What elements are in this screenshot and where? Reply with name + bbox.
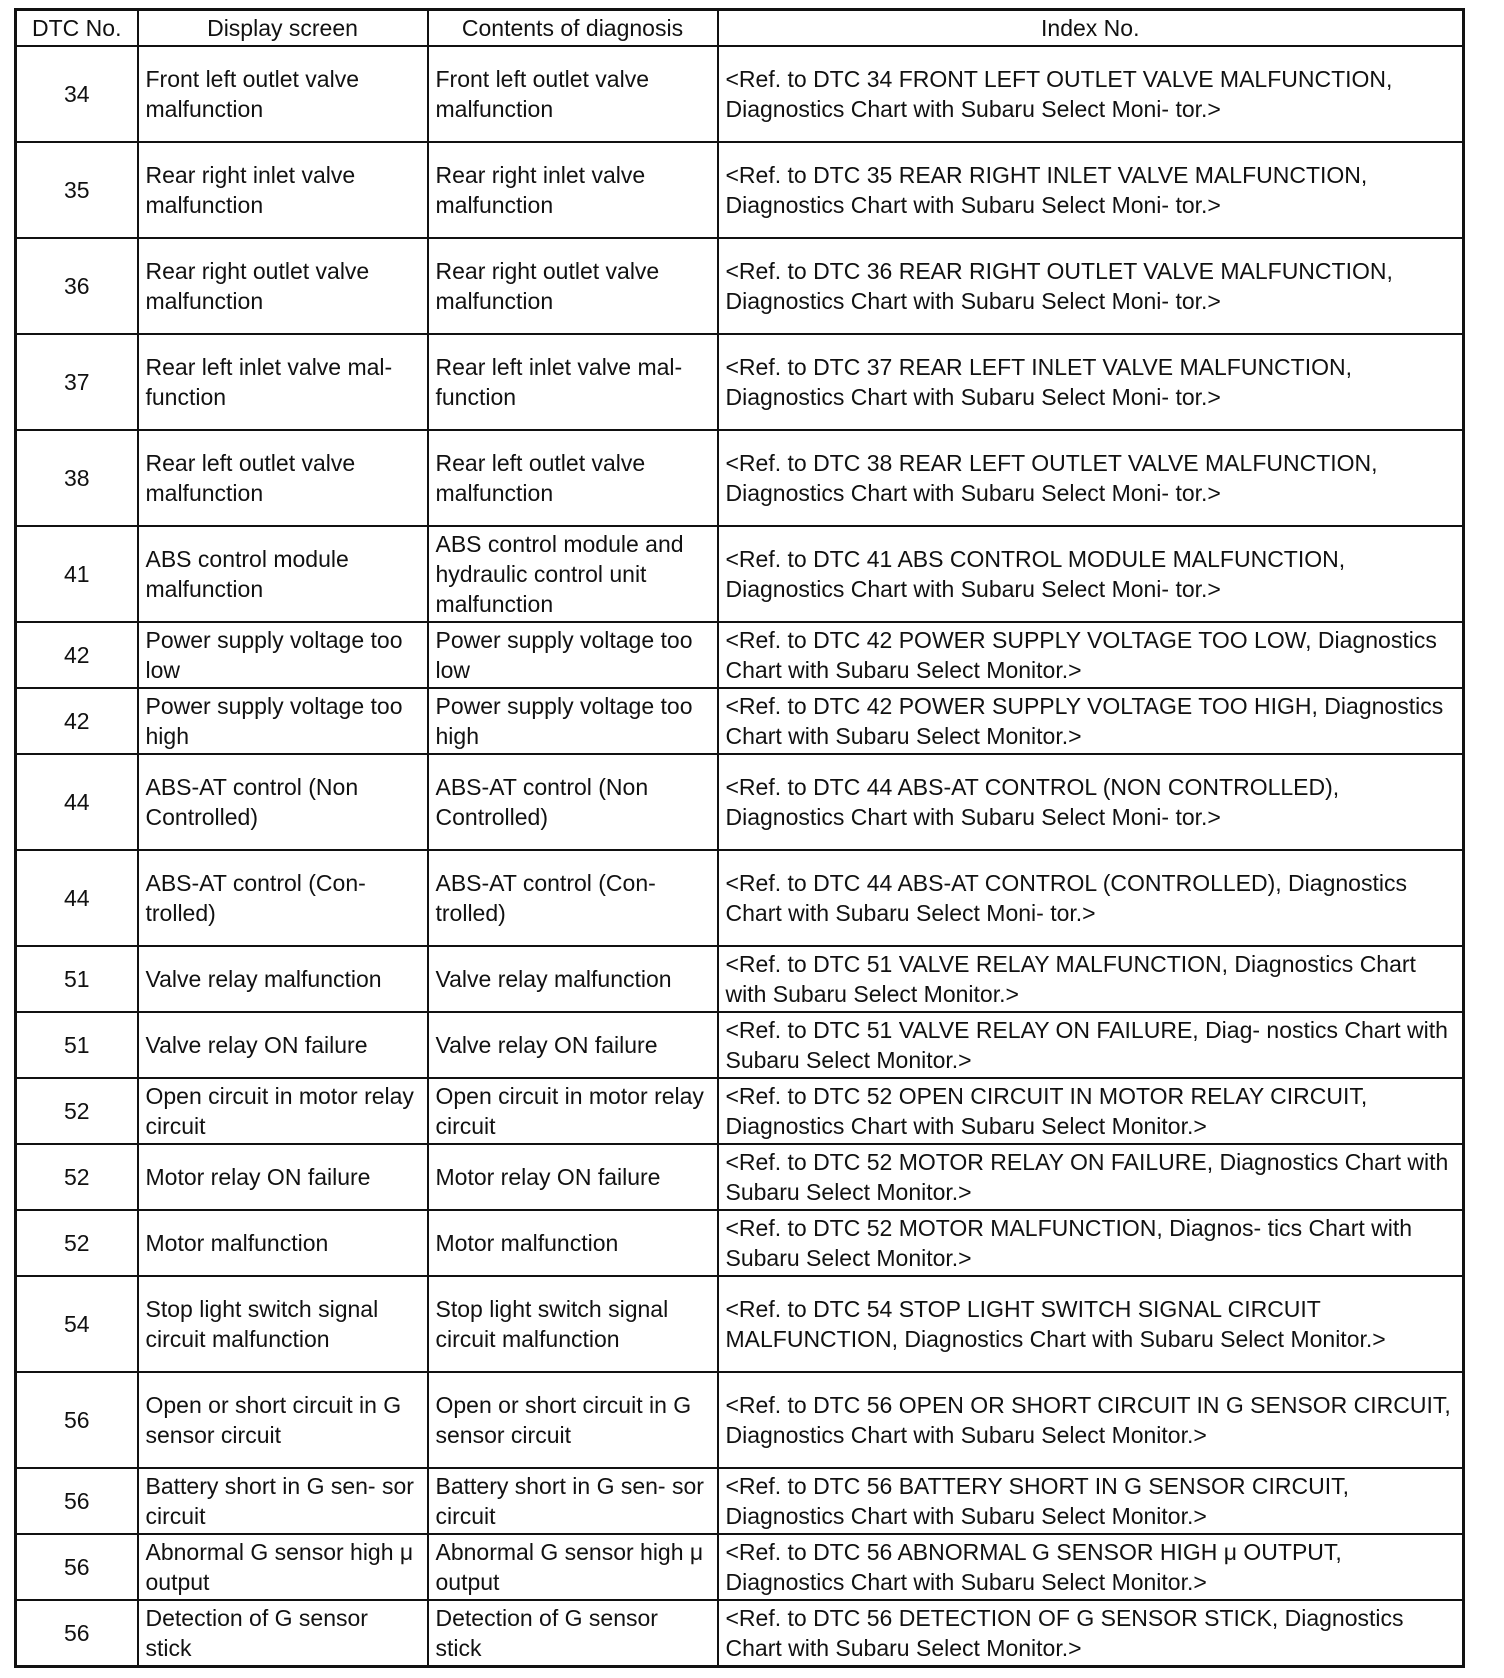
display-screen-text: Battery short in G sen- sor circuit <box>138 1468 428 1534</box>
table-row <box>16 430 1464 526</box>
index-reference: <Ref. to DTC 51 VALVE RELAY MALFUNCTION, Diagnostics Chart with Subaru Select Monitor.> <box>718 946 1464 1012</box>
index-reference: <Ref. to DTC 41 ABS CONTROL MODULE MALFUNCTION, Diagnostics Chart with Subaru Select Moni- tor.> <box>718 526 1464 622</box>
header-display-screen: Display screen <box>138 10 428 47</box>
diagnosis-contents-text: Valve relay ON failure <box>428 1012 718 1078</box>
dtc-number: 42 <box>16 688 138 754</box>
display-screen-text: Abnormal G sensor high μ output <box>138 1534 428 1600</box>
dtc-number: 52 <box>16 1144 138 1210</box>
index-reference: <Ref. to DTC 52 MOTOR RELAY ON FAILURE, Diagnostics Chart with Subaru Select Monitor.> <box>718 1144 1464 1210</box>
table-row <box>16 1276 1464 1372</box>
diagnosis-contents-text: ABS-AT control (Con- trolled) <box>428 850 718 946</box>
diagnosis-contents-text: Power supply voltage too low <box>428 622 718 688</box>
diagnosis-contents-text: Rear left outlet valve malfunction <box>428 430 718 526</box>
index-reference: <Ref. to DTC 52 MOTOR MALFUNCTION, Diagnos- tics Chart with Subaru Select Monitor.> <box>718 1210 1464 1276</box>
header-dtc-no: DTC No. <box>16 10 138 47</box>
diagnosis-contents-text: Motor malfunction <box>428 1210 718 1276</box>
diagnosis-contents-text: ABS-AT control (Non Controlled) <box>428 754 718 850</box>
table-row <box>16 946 1464 1012</box>
table-row <box>16 142 1464 238</box>
table-row <box>16 526 1464 622</box>
table-row <box>16 1534 1464 1600</box>
index-reference: <Ref. to DTC 36 REAR RIGHT OUTLET VALVE MALFUNCTION, Diagnostics Chart with Subaru Select Moni- tor.> <box>718 238 1464 334</box>
display-screen-text: Motor relay ON failure <box>138 1144 428 1210</box>
table-row <box>16 46 1464 142</box>
display-screen-text: ABS-AT control (Non Controlled) <box>138 754 428 850</box>
index-reference: <Ref. to DTC 51 VALVE RELAY ON FAILURE, Diag- nostics Chart with Subaru Select Monitor.> <box>718 1012 1464 1078</box>
diagnosis-contents-text: Detection of G sensor stick <box>428 1600 718 1666</box>
diagnosis-contents-text: Open circuit in motor relay circuit <box>428 1078 718 1144</box>
display-screen-text: Rear right outlet valve malfunction <box>138 238 428 334</box>
header-index-no: Index No. <box>718 10 1464 47</box>
display-screen-text: Front left outlet valve malfunction <box>138 46 428 142</box>
diagnosis-contents-text: Rear left inlet valve mal- function <box>428 334 718 430</box>
display-screen-text: Rear left outlet valve malfunction <box>138 430 428 526</box>
index-reference: <Ref. to DTC 38 REAR LEFT OUTLET VALVE MALFUNCTION, Diagnostics Chart with Subaru Select Moni- tor.> <box>718 430 1464 526</box>
dtc-number: 37 <box>16 334 138 430</box>
dtc-number: 52 <box>16 1078 138 1144</box>
index-reference: <Ref. to DTC 56 BATTERY SHORT IN G SENSOR CIRCUIT, Diagnostics Chart with Subaru Select Monitor.> <box>718 1468 1464 1534</box>
table-row <box>16 238 1464 334</box>
diagnosis-contents-text: Open or short circuit in G sensor circuit <box>428 1372 718 1468</box>
diagnosis-contents-text: Front left outlet valve malfunction <box>428 46 718 142</box>
table-row <box>16 1210 1464 1276</box>
display-screen-text: Detection of G sensor stick <box>138 1600 428 1666</box>
dtc-number: 51 <box>16 1012 138 1078</box>
dtc-number: 35 <box>16 142 138 238</box>
diagnosis-contents-text: Motor relay ON failure <box>428 1144 718 1210</box>
index-reference: <Ref. to DTC 44 ABS-AT CONTROL (NON CONTROLLED), Diagnostics Chart with Subaru Select Moni- tor.> <box>718 754 1464 850</box>
dtc-table <box>14 8 1465 1668</box>
table-row <box>16 1468 1464 1534</box>
diagnosis-contents-text: Power supply voltage too high <box>428 688 718 754</box>
diagnosis-contents-text: Battery short in G sen- sor circuit <box>428 1468 718 1534</box>
diagnosis-contents-text: ABS control module and hydraulic control unit malfunction <box>428 526 718 622</box>
dtc-number: 36 <box>16 238 138 334</box>
display-screen-text: Valve relay ON failure <box>138 1012 428 1078</box>
index-reference: <Ref. to DTC 34 FRONT LEFT OUTLET VALVE MALFUNCTION, Diagnostics Chart with Subaru Select Moni- tor.> <box>718 46 1464 142</box>
display-screen-text: Rear left inlet valve mal- function <box>138 334 428 430</box>
diagnosis-contents-text: Abnormal G sensor high μ output <box>428 1534 718 1600</box>
display-screen-text: Power supply voltage too low <box>138 622 428 688</box>
table-row <box>16 688 1464 754</box>
table-row <box>16 1012 1464 1078</box>
display-screen-text: ABS control module malfunction <box>138 526 428 622</box>
dtc-number: 51 <box>16 946 138 1012</box>
table-row <box>16 622 1464 688</box>
index-reference: <Ref. to DTC 42 POWER SUPPLY VOLTAGE TOO LOW, Diagnostics Chart with Subaru Select Monitor.> <box>718 622 1464 688</box>
dtc-number: 56 <box>16 1534 138 1600</box>
header-row <box>16 10 1464 47</box>
display-screen-text: Open circuit in motor relay circuit <box>138 1078 428 1144</box>
table-row <box>16 334 1464 430</box>
dtc-number: 42 <box>16 622 138 688</box>
index-reference: <Ref. to DTC 56 OPEN OR SHORT CIRCUIT IN G SENSOR CIRCUIT, Diagnostics Chart with Subaru Select Monitor.> <box>718 1372 1464 1468</box>
index-reference: <Ref. to DTC 37 REAR LEFT INLET VALVE MALFUNCTION, Diagnostics Chart with Subaru Select Moni- tor.> <box>718 334 1464 430</box>
dtc-number: 52 <box>16 1210 138 1276</box>
index-reference: <Ref. to DTC 54 STOP LIGHT SWITCH SIGNAL CIRCUIT MALFUNCTION, Diagnostics Chart with Subaru Select Monitor.> <box>718 1276 1464 1372</box>
table-row <box>16 1600 1464 1666</box>
dtc-number: 41 <box>16 526 138 622</box>
index-reference: <Ref. to DTC 35 REAR RIGHT INLET VALVE MALFUNCTION, Diagnostics Chart with Subaru Select Moni- tor.> <box>718 142 1464 238</box>
dtc-number: 38 <box>16 430 138 526</box>
dtc-number: 34 <box>16 46 138 142</box>
header-contents-of-diagnosis: Contents of diagnosis <box>428 10 718 47</box>
display-screen-text: Stop light switch signal circuit malfunction <box>138 1276 428 1372</box>
dtc-number: 44 <box>16 850 138 946</box>
index-reference: <Ref. to DTC 56 ABNORMAL G SENSOR HIGH μ OUTPUT, Diagnostics Chart with Subaru Select Monitor.> <box>718 1534 1464 1600</box>
dtc-number: 54 <box>16 1276 138 1372</box>
display-screen-text: Power supply voltage too high <box>138 688 428 754</box>
dtc-number: 56 <box>16 1372 138 1468</box>
index-reference: <Ref. to DTC 56 DETECTION OF G SENSOR STICK, Diagnostics Chart with Subaru Select Monitor.> <box>718 1600 1464 1666</box>
display-screen-text: ABS-AT control (Con- trolled) <box>138 850 428 946</box>
diagnosis-contents-text: Rear right inlet valve malfunction <box>428 142 718 238</box>
dtc-number: 56 <box>16 1468 138 1534</box>
diagnosis-contents-text: Rear right outlet valve malfunction <box>428 238 718 334</box>
display-screen-text: Open or short circuit in G sensor circuit <box>138 1372 428 1468</box>
table-row <box>16 754 1464 850</box>
display-screen-text: Valve relay malfunction <box>138 946 428 1012</box>
table-row <box>16 850 1464 946</box>
diagnosis-contents-text: Stop light switch signal circuit malfunction <box>428 1276 718 1372</box>
diagnosis-contents-text: Valve relay malfunction <box>428 946 718 1012</box>
index-reference: <Ref. to DTC 42 POWER SUPPLY VOLTAGE TOO HIGH, Diagnostics Chart with Subaru Select Monitor.> <box>718 688 1464 754</box>
display-screen-text: Rear right inlet valve malfunction <box>138 142 428 238</box>
index-reference: <Ref. to DTC 44 ABS-AT CONTROL (CONTROLLED), Diagnostics Chart with Subaru Select Moni- tor.> <box>718 850 1464 946</box>
display-screen-text: Motor malfunction <box>138 1210 428 1276</box>
dtc-number: 56 <box>16 1600 138 1666</box>
table-row <box>16 1372 1464 1468</box>
table-row <box>16 1144 1464 1210</box>
index-reference: <Ref. to DTC 52 OPEN CIRCUIT IN MOTOR RELAY CIRCUIT, Diagnostics Chart with Subaru Select Monitor.> <box>718 1078 1464 1144</box>
dtc-number: 44 <box>16 754 138 850</box>
table-row <box>16 1078 1464 1144</box>
